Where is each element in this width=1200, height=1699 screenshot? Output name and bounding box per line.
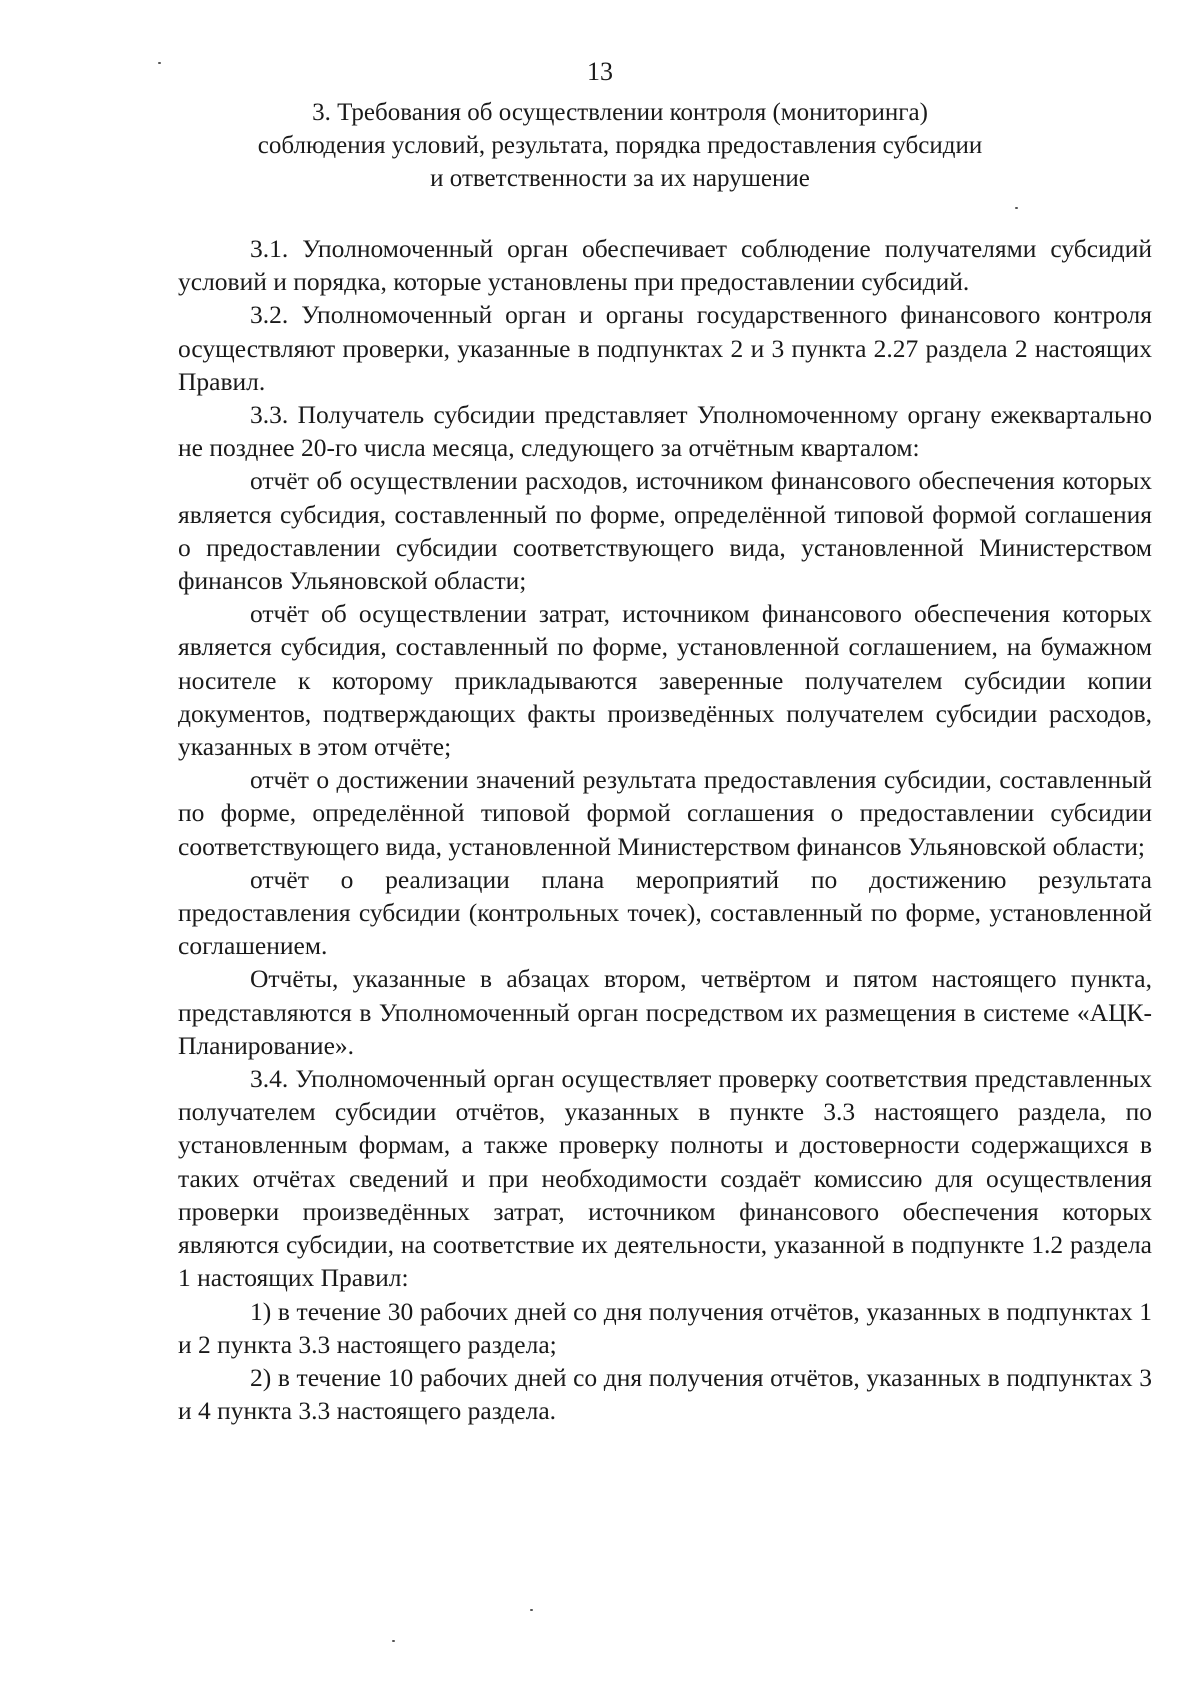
section-title xyxy=(178,96,1062,195)
section-title-line: и ответственности за их нарушение xyxy=(430,165,810,192)
paragraph-report-expenses: отчёт об осуществлении расходов, источником финансового обеспечения которых является субсидия, составленный по форме, определённой типовой формой соглашения о предоставлении субсидии соответствующего вида, установленной Министерством финансов Ульяновской области; xyxy=(178,466,1152,596)
scan-speck xyxy=(158,62,161,64)
list-item-2: 2) в течение 10 рабочих дней со дня получения отчётов, указанных в подпунктах 3 и 4 пункта 3.3 настоящего раздела. xyxy=(178,1362,1152,1426)
paragraph-3-1: 3.1. Уполномоченный орган обеспечивает соблюдение получателями субсидий условий и порядка, которые установлены при предоставлении субсидий. xyxy=(178,234,1152,297)
section-title-line: 3. Требования об осуществлении контроля (мониторинга) xyxy=(312,99,928,126)
paragraph-report-plan: отчёт о реализации плана мероприятий по достижению результата предоставления субсидии (контрольных точек), составленный по форме, установленной соглашением. xyxy=(178,864,1152,961)
scan-speck xyxy=(392,1640,395,1642)
paragraph-report-costs: отчёт об осуществлении затрат, источником финансового обеспечения которых является субсидия, составленный по форме, установленной соглашением, на бумажном носителе к которому прикладываются заверенные получателем субсидии копии документов, подтверждающих факты произведённых получателем субсидии расходов, указанных в этом отчёте; xyxy=(178,599,1152,762)
scan-speck xyxy=(1015,207,1018,209)
document-body xyxy=(178,232,1152,1427)
paragraph-3-2: 3.2. Уполномоченный орган и органы государственного финансового контроля осуществляют проверки, указанные в подпунктах 2 и 3 пункта 2.27 раздела 2 настоящих Правил. xyxy=(178,300,1152,396)
list-item-1: 1) в течение 30 рабочих дней со дня получения отчётов, указанных в подпунктах 1 и 2 пункта 3.3 настоящего раздела; xyxy=(178,1296,1152,1359)
section-title-line: соблюдения условий, результата, порядка предоставления субсидии xyxy=(257,132,983,159)
page-number: 13 xyxy=(587,57,613,86)
paragraph-3-4: 3.4. Уполномоченный орган осуществляет проверку соответствия представленных получателем субсидии отчётов, указанных в пункте 3.3 настоящего раздела, по установленным формам, а также проверку полноты и достоверности содержащихся в таких отчётах сведений и при необходимости создаёт комиссию для осуществления проверки произведённых затрат, источником финансового обеспечения которых являются субсидии, на соответствие их деятельности, указанной в подпункте 1.2 раздела 1 настоящих Правил: xyxy=(178,1064,1152,1293)
scan-speck xyxy=(530,1609,533,1611)
paragraph-3-3: 3.3. Получатель субсидии представляет Уполномоченному органу ежеквартально не позднее 20-го числа месяца, следующего за отчётным кварталом: xyxy=(178,400,1152,463)
paragraph-reports-submission: Отчёты, указанные в абзацах втором, четвёртом и пятом настоящего пункта, представляются в Уполномоченный орган посредством их размещения в системе «АЦК-Планирование». xyxy=(178,964,1152,1060)
paragraph-report-results: отчёт о достижении значений результата предоставления субсидии, составленный по форме, определённой типовой формой соглашения о предоставлении субсидии соответствующего вида, установленной Министерством финансов Ульяновской области; xyxy=(178,765,1152,861)
